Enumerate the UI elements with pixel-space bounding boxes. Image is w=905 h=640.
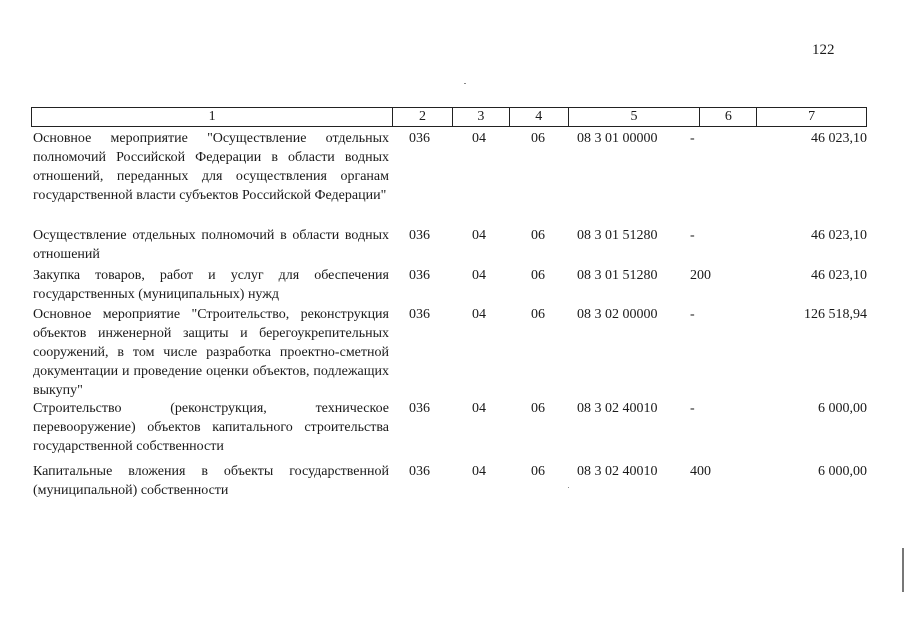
row-description: Закупка товаров, работ и услуг для обеспечения государственных (муниципальных) нужд [33,268,389,302]
row-description: Строительство (реконструкция, техническое перевооружение) объектов капитального строительства государственной собственности [33,401,389,454]
page-number: 122 [812,42,835,58]
row-col-6: - [690,401,695,416]
row-col-3: 04 [472,307,486,322]
row-description: Основное мероприятие "Строительство, реконструкция объектов инженерной защиты и берегоукрепительных сооружений, в том числе разработка проектно-сметной документации и проведение оценки объектов, подлежащих выкупу" [33,307,389,398]
row-col-3: 04 [472,228,486,243]
header-col-1: 1 [32,108,393,126]
row-col-6: - [690,131,695,146]
row-col-2: 036 [409,268,430,283]
row-col-3: 04 [472,131,486,146]
header-col-2: 2 [393,108,453,126]
row-col-4: 06 [531,131,545,146]
row-col-5: 08 3 01 00000 [577,131,658,146]
header-col-4: 4 [510,108,569,126]
header-col-3: 3 [453,108,510,126]
row-col-5: 08 3 01 51280 [577,268,658,283]
row-description: Основное мероприятие "Осуществление отдельных полномочий Российской Федерации в области водных отношений, переданных для осуществления органам государственной власти субъектов Российской Федерации" [33,131,389,203]
scan-speck [464,83,466,84]
table-header [31,107,867,127]
row-col-3: 04 [472,401,486,416]
row-col-2: 036 [409,307,430,322]
row-col-7: 46 023,10 [811,131,867,146]
row-col-6: 200 [690,268,711,283]
scan-speck [568,487,569,488]
row-col-7: 46 023,10 [811,228,867,243]
row-col-4: 06 [531,464,545,479]
row-description: Капитальные вложения в объекты государственной (муниципальной) собственности [33,464,389,498]
row-col-3: 04 [472,464,486,479]
row-col-5: 08 3 02 00000 [577,307,658,322]
header-col-7: 7 [808,109,816,124]
row-col-7: 6 000,00 [818,464,867,479]
row-col-4: 06 [531,228,545,243]
row-col-5: 08 3 02 40010 [577,464,658,479]
row-col-7: 6 000,00 [818,401,867,416]
scan-edge-mark [902,548,904,592]
row-col-5: 08 3 01 51280 [577,228,658,243]
row-col-2: 036 [409,228,430,243]
row-col-2: 036 [409,131,430,146]
header-col-5: 5 [569,108,701,126]
row-col-6: - [690,307,695,322]
row-col-4: 06 [531,307,545,322]
row-col-2: 036 [409,401,430,416]
row-col-5: 08 3 02 40010 [577,401,658,416]
row-col-6: - [690,228,695,243]
row-col-6: 400 [690,464,711,479]
row-col-4: 06 [531,401,545,416]
row-col-3: 04 [472,268,486,283]
row-col-2: 036 [409,464,430,479]
header-col-6: 6 [700,108,757,126]
row-col-7: 46 023,10 [811,268,867,283]
row-col-4: 06 [531,268,545,283]
row-description: Осуществление отдельных полномочий в области водных отношений [33,228,389,262]
row-col-7: 126 518,94 [804,307,867,322]
